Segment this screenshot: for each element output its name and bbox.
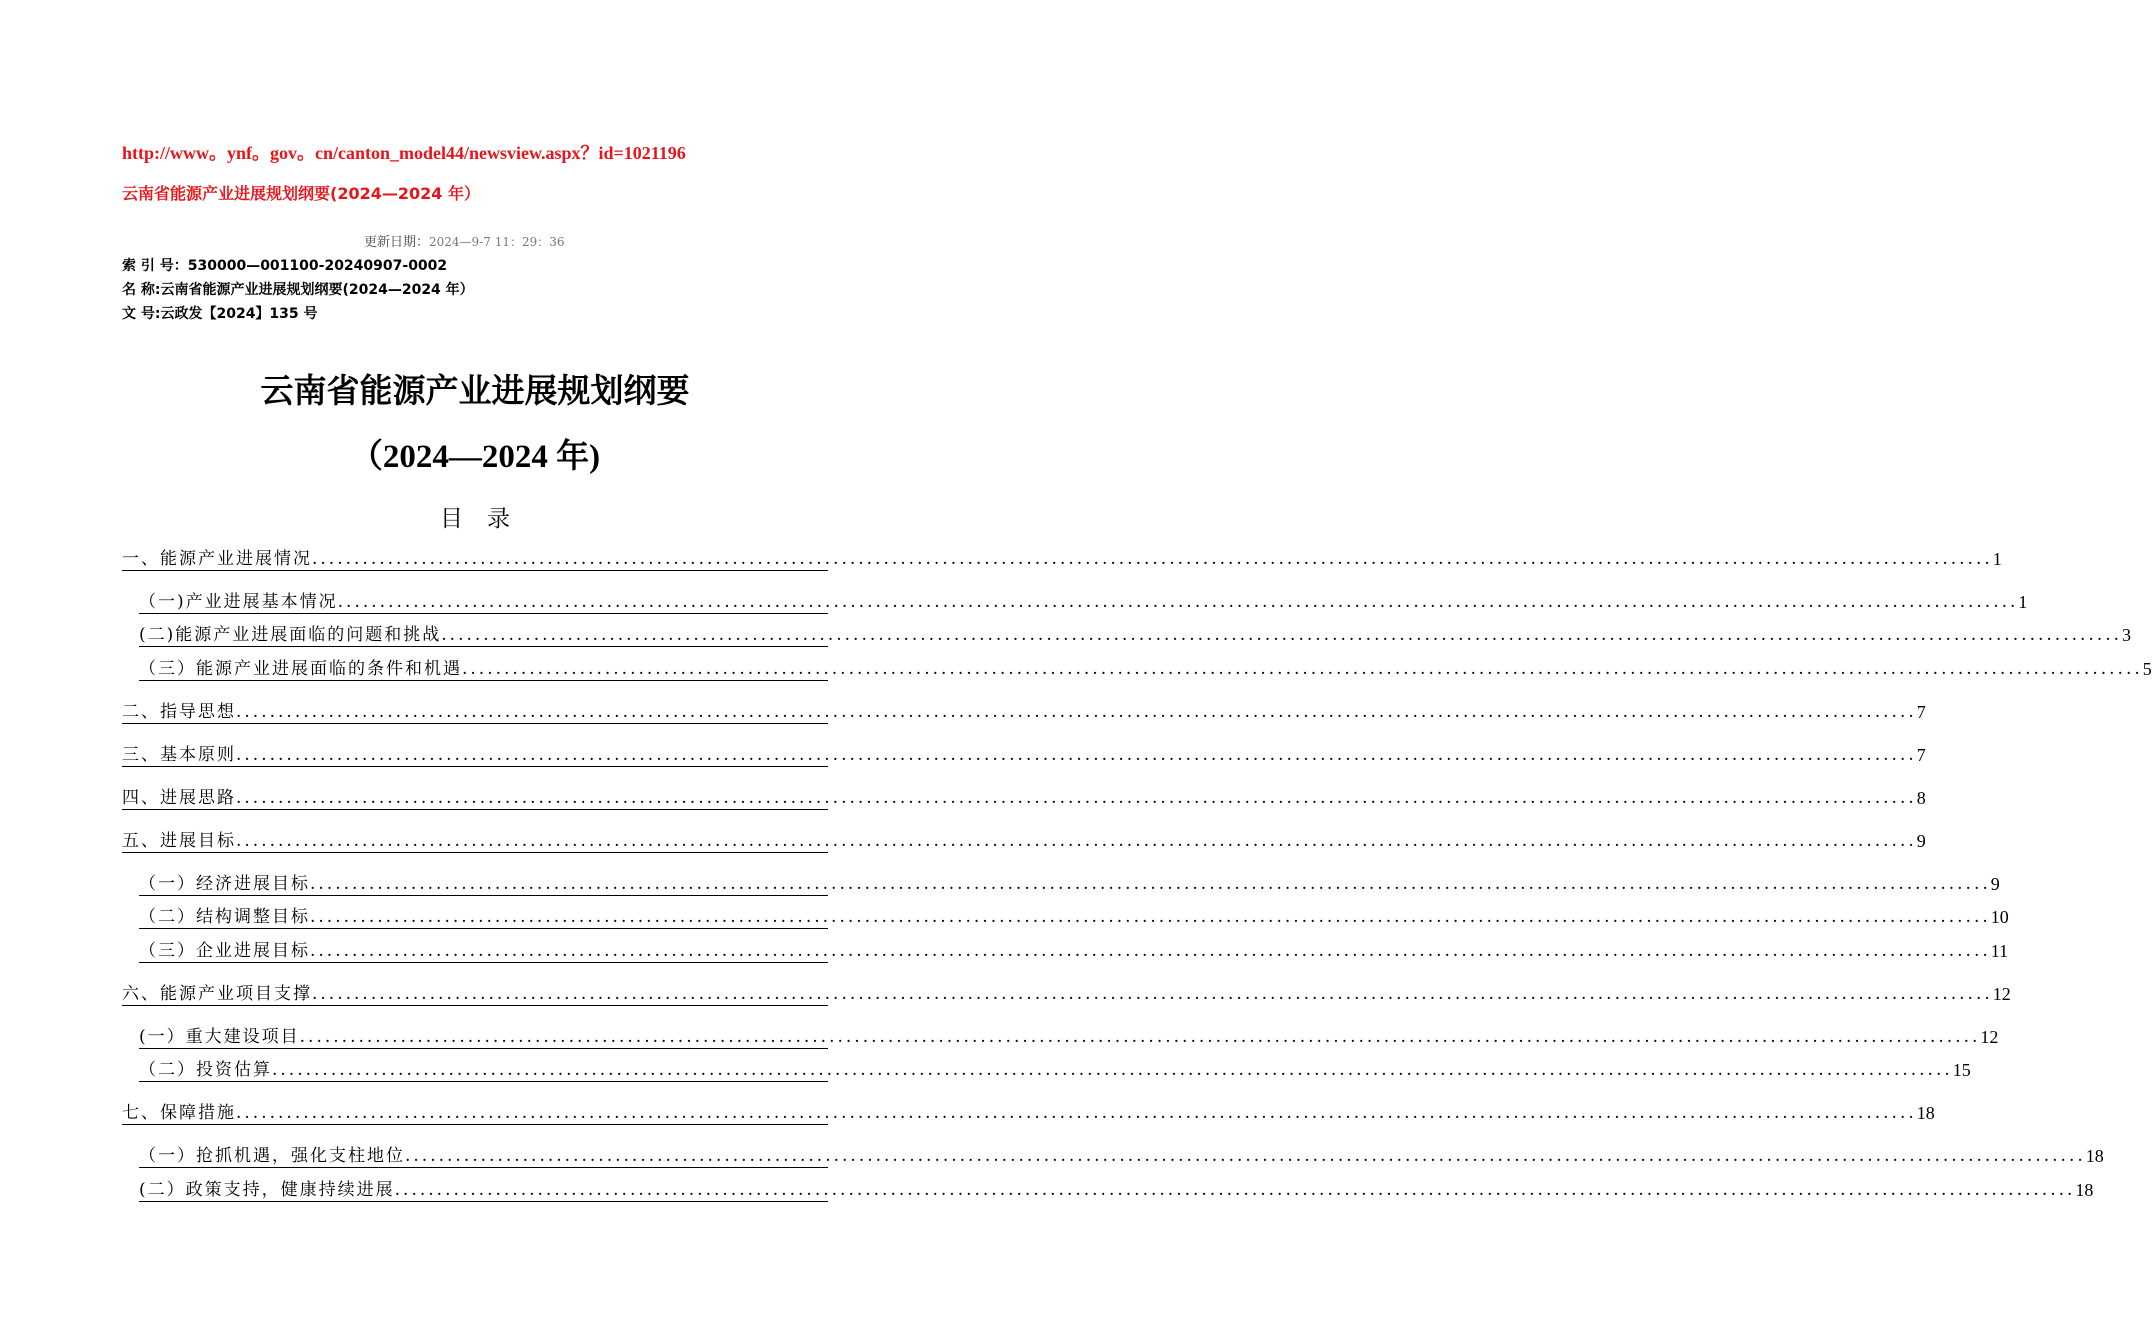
toc-item[interactable] <box>139 1024 1999 1049</box>
toc-item-label: 五、进展目标 <box>122 831 236 851</box>
toc-item-page: 1 <box>1992 549 2002 569</box>
toc-leader-dots: ........................................................................................................................................................................................................ <box>236 788 1917 808</box>
toc-item-page: 15 <box>1952 1060 1971 1080</box>
toc-item-page: 3 <box>2122 625 2132 645</box>
toc-leader-dots: ........................................................................................................................................................................................................ <box>312 984 1993 1004</box>
toc-leader-dots: ........................................................................................................................................................................................................ <box>272 1060 1953 1080</box>
update-date-label: 更新日期： <box>364 235 430 250</box>
source-url[interactable]: http://www。ynf。gov。cn/canton_model44/newsview.aspx？id=1021196 <box>122 143 686 163</box>
red-subtitle: 云南省能源产业进展规划纲要(2024—2024 年） <box>122 184 480 203</box>
toc-leader-dots: ........................................................................................................................................................................................................ <box>462 659 2143 679</box>
toc-item[interactable] <box>139 938 2009 963</box>
toc-item-page: 11 <box>1990 941 2009 961</box>
toc-item[interactable] <box>139 904 2009 929</box>
toc-item-page: 7 <box>1916 745 1926 765</box>
toc-item-label: （二）投资估算 <box>139 1060 272 1080</box>
toc-leader-dots: ........................................................................................................................................................................................................ <box>310 941 1991 961</box>
toc-item-label: （一）经济进展目标 <box>139 874 310 894</box>
toc-item-page: 9 <box>1990 874 2000 894</box>
toc-item[interactable] <box>122 828 1926 853</box>
toc-leader-dots: ........................................................................................................................................................................................................ <box>310 907 1991 927</box>
toc-item[interactable] <box>122 742 1926 767</box>
toc-item-page: 9 <box>1916 831 1926 851</box>
document-number: 文 号:云政发【2024】135 号 <box>122 306 318 322</box>
toc-item-page: 8 <box>1916 788 1926 808</box>
toc-item-label: 三、基本原则 <box>122 745 236 765</box>
toc-item-page: 12 <box>1992 984 2011 1004</box>
toc-leader-dots: ........................................................................................................................................................................................................ <box>236 702 1917 722</box>
toc-item-page: 12 <box>1980 1027 1999 1047</box>
toc-item-label: (二)能源产业进展面临的问题和挑战 <box>139 625 442 645</box>
toc-item-label: 四、进展思路 <box>122 788 236 808</box>
toc-item[interactable] <box>122 1100 1935 1125</box>
toc-item-label: （二）结构调整目标 <box>139 907 310 927</box>
toc-item-label: 二、指导思想 <box>122 702 236 722</box>
toc-leader-dots: ........................................................................................................................................................................................................ <box>312 549 1993 569</box>
toc-item-page: 10 <box>1990 907 2009 927</box>
page-title: 云南省能源产业进展规划纲要 <box>260 371 690 410</box>
toc-leader-dots: ........................................................................................................................................................................................................ <box>236 831 1917 851</box>
toc-item-label: 一、能源产业进展情况 <box>122 549 312 569</box>
toc-item[interactable] <box>139 871 2000 896</box>
index-number: 索 引 号：530000—001100-20240907-0002 <box>122 258 448 274</box>
toc-item[interactable] <box>139 1143 2104 1168</box>
toc-item-label: （一）抢抓机遇，强化支柱地位 <box>139 1146 405 1166</box>
toc-item[interactable] <box>122 981 2011 1006</box>
toc-leader-dots: ........................................................................................................................................................................................................ <box>405 1146 2086 1166</box>
toc-item[interactable] <box>139 1057 1971 1082</box>
toc-leader-dots: ........................................................................................................................................................................................................ <box>310 874 1991 894</box>
toc-item-label: 六、能源产业项目支撑 <box>122 984 312 1004</box>
toc-item-page: 5 <box>2142 659 2152 679</box>
toc-item-label: 七、保障措施 <box>122 1103 236 1123</box>
toc-item-label: （三）企业进展目标 <box>139 941 310 961</box>
toc-item-page: 18 <box>2085 1146 2104 1166</box>
toc-item-page: 18 <box>1916 1103 1935 1123</box>
toc-item-page: 1 <box>2018 592 2028 612</box>
toc-item-page: 7 <box>1916 702 1926 722</box>
toc-item[interactable] <box>139 1177 2094 1202</box>
toc-item-label: (一）重大建设项目 <box>139 1027 300 1047</box>
toc-leader-dots: ........................................................................................................................................................................................................ <box>299 1027 1981 1047</box>
update-date-value: 2024—9-7 11：29：36 <box>429 235 565 249</box>
toc-item-label: （三）能源产业进展面临的条件和机遇 <box>139 659 462 679</box>
toc-leader-dots: ........................................................................................................................................................................................................ <box>394 1180 2076 1200</box>
toc-item-label: （一)产业进展基本情况 <box>139 592 338 612</box>
toc-leader-dots: ........................................................................................................................................................................................................ <box>337 592 2019 612</box>
toc-item-page: 18 <box>2075 1180 2094 1200</box>
toc-item[interactable] <box>139 589 2028 614</box>
toc-item[interactable] <box>122 785 1926 810</box>
toc-item[interactable] <box>122 699 1926 724</box>
toc-leader-dots: ........................................................................................................................................................................................................ <box>236 745 1917 765</box>
toc-item-label: (二）政策支持，健康持续进展 <box>139 1180 395 1200</box>
toc-item[interactable] <box>139 622 2132 647</box>
document-name: 名 称:云南省能源产业进展规划纲要(2024—2024 年） <box>122 282 474 298</box>
toc-leader-dots: ........................................................................................................................................................................................................ <box>441 625 2123 645</box>
update-date <box>364 231 565 250</box>
toc-item[interactable] <box>139 656 2152 681</box>
toc-item[interactable] <box>122 546 2002 571</box>
toc-leader-dots: ........................................................................................................................................................................................................ <box>236 1103 1917 1123</box>
page-subtitle: （2024—2024 年) <box>349 439 601 475</box>
toc-heading: 目录 <box>440 506 534 532</box>
